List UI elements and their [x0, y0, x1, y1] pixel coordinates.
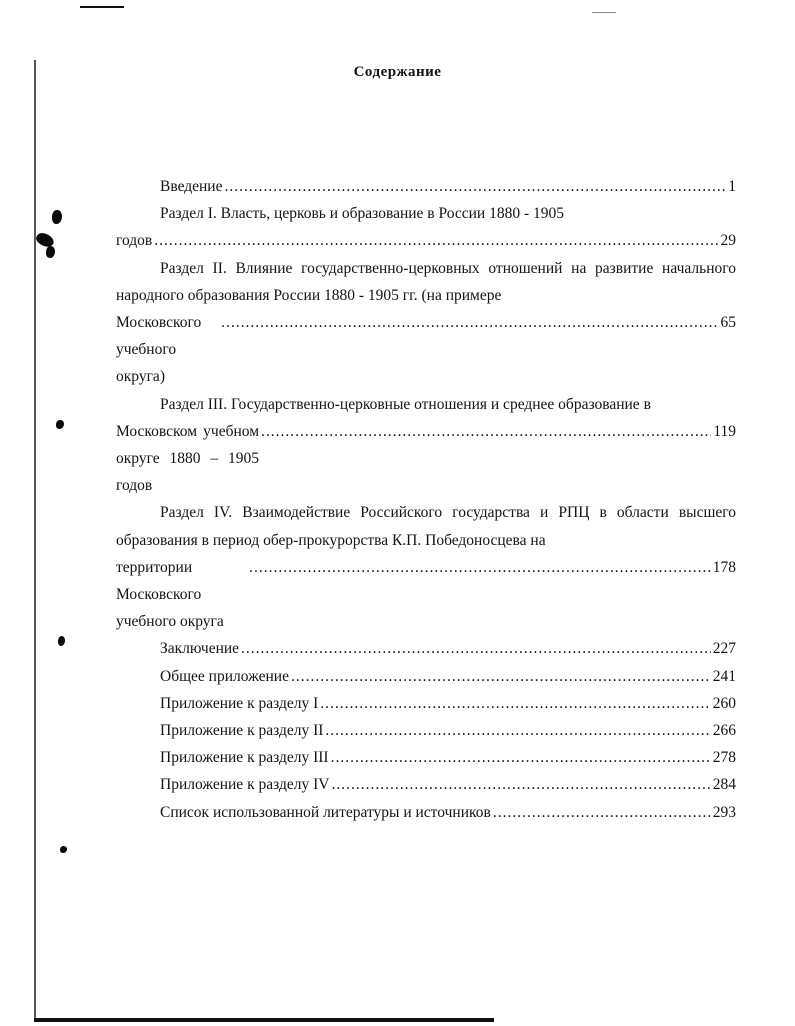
toc-page-number: 284	[712, 776, 736, 794]
toc-label: Введение	[160, 178, 223, 195]
toc-label: Раздел II. Влияние государственно-церковных отношений на развитие начального народного образования России 1880 - 1905 гг. (на примере	[116, 259, 736, 304]
page-title: Содержание	[353, 64, 442, 80]
dot-leader	[320, 690, 711, 717]
toc-page-number: 260	[712, 694, 736, 712]
toc-label-continued: территории Московского учебного округа	[116, 558, 224, 631]
toc-label: Общее приложение	[160, 667, 289, 685]
scan-edge-top-right	[592, 12, 616, 13]
toc-page-number: 227	[712, 640, 736, 658]
toc-page-number: 241	[712, 667, 736, 685]
toc-label-continued: Московского учебного округа)	[116, 314, 202, 386]
toc-entry-general-appendix[interactable]	[116, 663, 736, 690]
toc-page-number: 293	[712, 803, 736, 821]
toc-label: Заключение	[160, 640, 240, 658]
punch-hole-mark	[60, 846, 67, 853]
punch-hole-mark	[46, 246, 55, 258]
scan-edge-top	[80, 6, 124, 8]
scan-edge-bottom	[34, 1018, 494, 1022]
dot-leader	[331, 744, 711, 771]
dot-leader	[249, 554, 711, 581]
toc-label: Приложение к разделу I	[160, 694, 319, 712]
toc-label: Раздел I. Власть, церковь и образование в России 1880 - 1905	[160, 205, 564, 223]
toc-entry-sources[interactable]	[116, 799, 736, 826]
dot-leader	[261, 418, 711, 445]
toc-label: Раздел III. Государственно-церковные отношения и среднее образование в	[160, 395, 651, 413]
toc-label-continued: Московском учебном округе 1880 – 1905 годов	[116, 422, 260, 495]
toc-page-number: 278	[712, 749, 736, 767]
toc-label: Список использованной литературы и источников	[160, 803, 491, 821]
toc-page-number: 178	[712, 558, 736, 576]
toc-label: Приложение к разделу IV	[160, 776, 330, 794]
dot-leader	[493, 799, 711, 826]
punch-hole-mark	[56, 420, 64, 429]
table-of-contents	[116, 173, 736, 826]
dot-leader	[331, 771, 710, 798]
dot-leader	[291, 663, 711, 690]
toc-label: Приложение к разделу III	[160, 749, 329, 767]
punch-hole-mark	[58, 636, 65, 646]
toc-page-number: 29	[720, 232, 736, 250]
toc-page-number: 65	[720, 314, 736, 332]
dot-leader	[325, 717, 710, 744]
dot-leader	[241, 635, 711, 662]
toc-entry-section-3[interactable]	[116, 391, 736, 500]
toc-entry-intro[interactable]	[116, 173, 736, 200]
toc-entry-appendix-3[interactable]	[116, 744, 736, 771]
toc-entry-appendix-1[interactable]	[116, 690, 736, 717]
toc-label: Приложение к разделу II	[160, 722, 324, 740]
toc-label-continued: годов	[116, 232, 153, 250]
toc-entry-section-4[interactable]	[116, 499, 736, 635]
toc-entry-appendix-4[interactable]	[116, 771, 736, 798]
dot-leader	[221, 309, 718, 336]
dot-leader	[224, 173, 726, 200]
dot-leader	[154, 227, 718, 254]
punch-hole-mark	[52, 210, 62, 224]
toc-entry-section-2[interactable]	[116, 255, 736, 391]
toc-page-number: 266	[712, 722, 736, 740]
toc-entry-appendix-2[interactable]	[116, 717, 736, 744]
toc-page-number: 1	[728, 178, 736, 195]
toc-entry-conclusion[interactable]	[116, 635, 736, 662]
scan-edge-left	[34, 60, 36, 1020]
toc-page-number: 119	[713, 422, 736, 440]
toc-entry-section-1[interactable]	[116, 200, 736, 254]
toc-label: Раздел IV. Взаимодействие Российского государства и РПЦ в области высшего образования в период обер-прокурорства К.П. Победоносцева на	[116, 504, 736, 549]
